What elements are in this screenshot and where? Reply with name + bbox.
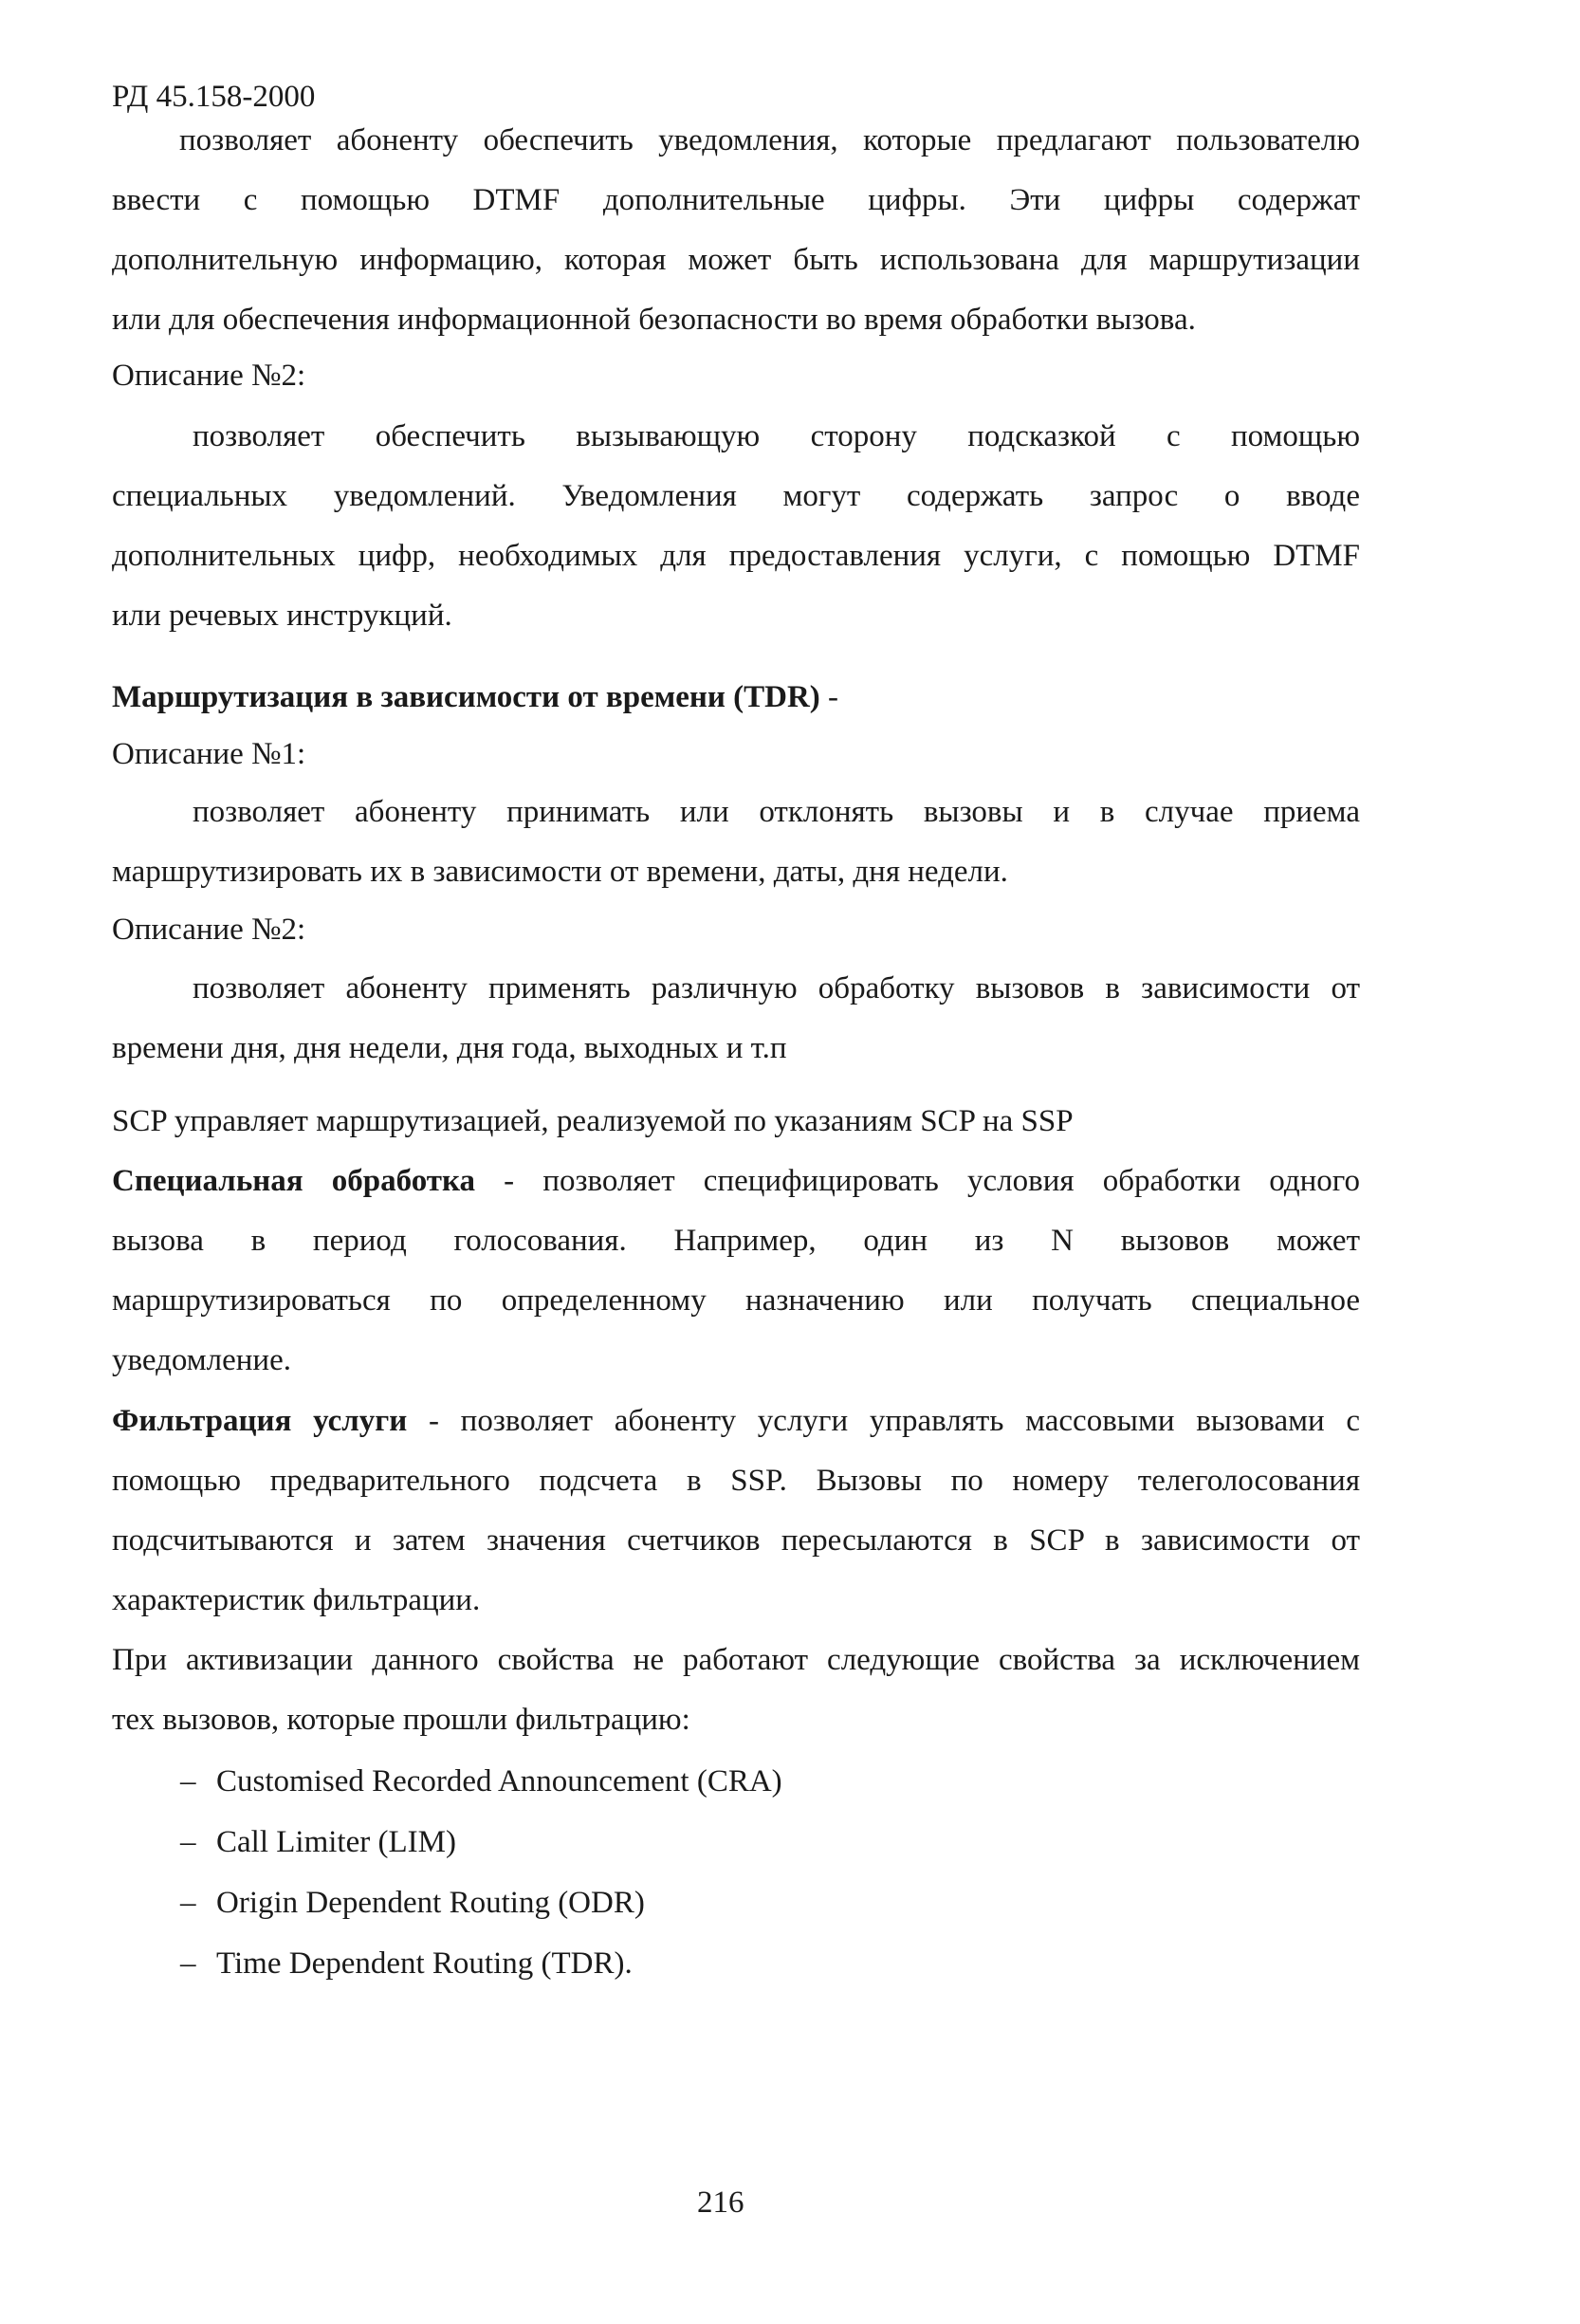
list-item-tdr: Time Dependent Routing (TDR). (216, 1946, 633, 1981)
tdr-heading (112, 678, 838, 716)
special-line-1-text: - позволяет специфицировать условия обработки одного (475, 1164, 1360, 1198)
activation-line-2: тех вызовов, которые прошли фильтрацию: (112, 1703, 690, 1737)
filter-heading: Фильтрация услуги (112, 1404, 408, 1438)
special-line-2: вызова в период голосования. Например, один из N вызовов может (112, 1224, 1360, 1258)
desc2a-line-1: позволяет обеспечить вызывающую сторону подсказкой с помощью (193, 419, 1360, 453)
intro-line-3: дополнительную информацию, которая может быть использована для маршрутизации (112, 243, 1360, 277)
description-2-label-a: Описание №2: (112, 359, 306, 393)
list-bullet-4: – (180, 1946, 196, 1981)
desc2a-line-4: или речевых инструкций. (112, 599, 452, 633)
list-bullet-3: – (180, 1886, 196, 1920)
tdr-d1-line-2: маршрутизировать их в зависимости от времени, даты, дня недели. (112, 855, 1008, 889)
tdr-heading-dash: - (819, 680, 839, 714)
tdr-d2-line-1: позволяет абоненту применять различную обработку вызовов в зависимости от (193, 971, 1360, 1005)
intro-line-1: позволяет абоненту обеспечить уведомления, которые предлагают пользователю (179, 123, 1360, 157)
description-1-label: Описание №1: (112, 737, 306, 771)
filter-line-2: помощью предварительного подсчета в SSP. Вызовы по номеру телеголосования (112, 1464, 1360, 1498)
intro-line-2: ввести с помощью DTMF дополнительные цифры. Эти цифры содержат (112, 183, 1360, 217)
intro-line-4: или для обеспечения информационной безопасности во время обработки вызова. (112, 303, 1196, 337)
activation-line-1: При активизации данного свойства не работают следующие свойства за исключением (112, 1643, 1360, 1677)
list-bullet-1: – (180, 1764, 196, 1798)
desc2a-line-3: дополнительных цифр, необходимых для предоставления услуги, с помощью DTMF (112, 539, 1360, 573)
filter-line-1 (112, 1402, 1360, 1440)
filter-line-4: характеристик фильтрации. (112, 1583, 481, 1617)
special-line-3: маршрутизироваться по определенному назначению или получать специальное (112, 1283, 1360, 1318)
list-bullet-2: – (180, 1825, 196, 1859)
page-number: 216 (697, 2186, 744, 2220)
list-item-lim: Call Limiter (LIM) (216, 1825, 456, 1859)
filter-line-1-text: - позволяет абоненту услуги управлять массовыми вызовами с (407, 1404, 1360, 1438)
scp-line: SCP управляет маршрутизацией, реализуемой по указаниям SCP на SSP (112, 1104, 1074, 1138)
list-item-odr: Origin Dependent Routing (ODR) (216, 1886, 645, 1920)
tdr-d2-line-2: времени дня, дня недели, дня года, выходных и т.п (112, 1031, 787, 1065)
tdr-d1-line-1: позволяет абоненту принимать или отклонять вызовы и в случае приема (193, 795, 1360, 829)
special-line-1 (112, 1162, 1360, 1200)
special-heading: Специальная обработка (112, 1164, 476, 1198)
desc2a-line-2: специальных уведомлений. Уведомления могут содержать запрос о вводе (112, 479, 1360, 513)
tdr-heading-bold: Маршрутизация в зависимости от времени (TDR) (112, 680, 820, 714)
description-2-label-b: Описание №2: (112, 913, 306, 947)
filter-line-3: подсчитываются и затем значения счетчиков пересылаются в SCP в зависимости от (112, 1523, 1360, 1558)
list-item-cra: Customised Recorded Announcement (CRA) (216, 1764, 782, 1798)
special-line-4: уведомление. (112, 1343, 291, 1377)
document-header: РД 45.158-2000 (112, 80, 316, 114)
